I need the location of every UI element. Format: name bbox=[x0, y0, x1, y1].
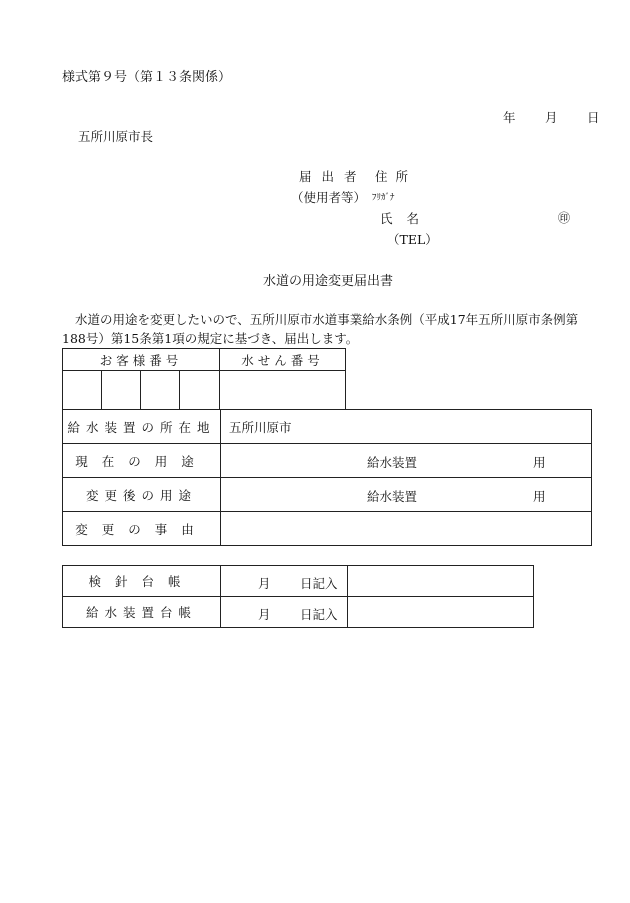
ledger-table bbox=[62, 565, 534, 628]
device-ledger-date bbox=[221, 597, 348, 628]
seal-icon: ㊞ bbox=[558, 211, 571, 225]
document-title: 水道の用途変更届出書 bbox=[263, 274, 394, 289]
body-text: 水道の用途を変更したいので、五所川原市水道事業給水条例（平成17年五所川原市条例第188号）第15条第1項の規定に基づき、届出します。 bbox=[62, 312, 579, 346]
location-label: 給水装置の所在地 bbox=[63, 410, 221, 444]
device-ledger-label: 給水装置台帳 bbox=[63, 597, 221, 628]
form-number: 様式第９号（第１３条関係） bbox=[62, 70, 232, 85]
details-table bbox=[62, 409, 592, 546]
meter-ledger-label: 検針台帳 bbox=[63, 566, 221, 597]
notifier-label: 届出者 bbox=[299, 169, 367, 184]
reason-label: 変更の事由 bbox=[63, 512, 221, 546]
date-day-label: 日 bbox=[587, 110, 600, 125]
customer-number-box-4[interactable] bbox=[180, 371, 220, 410]
new-use-device-text: 給水装置 bbox=[367, 489, 418, 504]
customer-number-box-1[interactable] bbox=[63, 371, 102, 410]
meter-ledger-month: 月 bbox=[258, 576, 271, 591]
location-field[interactable] bbox=[221, 410, 592, 444]
furigana-label: ﾌﾘｶﾞﾅ bbox=[372, 193, 395, 203]
addressee: 五所川原市長 bbox=[78, 129, 154, 144]
faucet-number-box[interactable] bbox=[220, 371, 346, 410]
location-value: 五所川原市 bbox=[229, 419, 292, 435]
address-label: 住所 bbox=[375, 169, 417, 184]
device-ledger-day-entry: 日記入 bbox=[300, 607, 338, 622]
current-use-label: 現在の用途 bbox=[63, 444, 221, 478]
tel-label: （TEL） bbox=[387, 232, 438, 247]
meter-ledger-date bbox=[221, 566, 348, 597]
faucet-number-header: 水せん番号 bbox=[220, 349, 346, 371]
customer-number-box-2[interactable] bbox=[102, 371, 141, 410]
device-ledger-month: 月 bbox=[258, 607, 271, 622]
current-use-device-text: 給水装置 bbox=[367, 455, 418, 470]
customer-number-box-3[interactable] bbox=[141, 371, 180, 410]
reason-field[interactable] bbox=[221, 512, 592, 546]
device-ledger-entry[interactable] bbox=[348, 597, 534, 628]
new-use-field[interactable] bbox=[221, 478, 592, 512]
customer-number-header: お客様番号 bbox=[63, 349, 220, 371]
meter-ledger-day-entry: 日記入 bbox=[300, 576, 338, 591]
date-month-label: 月 bbox=[545, 110, 558, 125]
new-use-suffix: 用 bbox=[533, 489, 546, 504]
user-note: （使用者等） bbox=[291, 190, 367, 205]
meter-ledger-entry[interactable] bbox=[348, 566, 534, 597]
current-use-field[interactable] bbox=[221, 444, 592, 478]
numbers-table bbox=[62, 348, 346, 410]
name-label: 氏名 bbox=[380, 211, 434, 226]
current-use-suffix: 用 bbox=[533, 455, 546, 470]
new-use-label: 変更後の用途 bbox=[63, 478, 221, 512]
date-year-label: 年 bbox=[503, 110, 516, 125]
